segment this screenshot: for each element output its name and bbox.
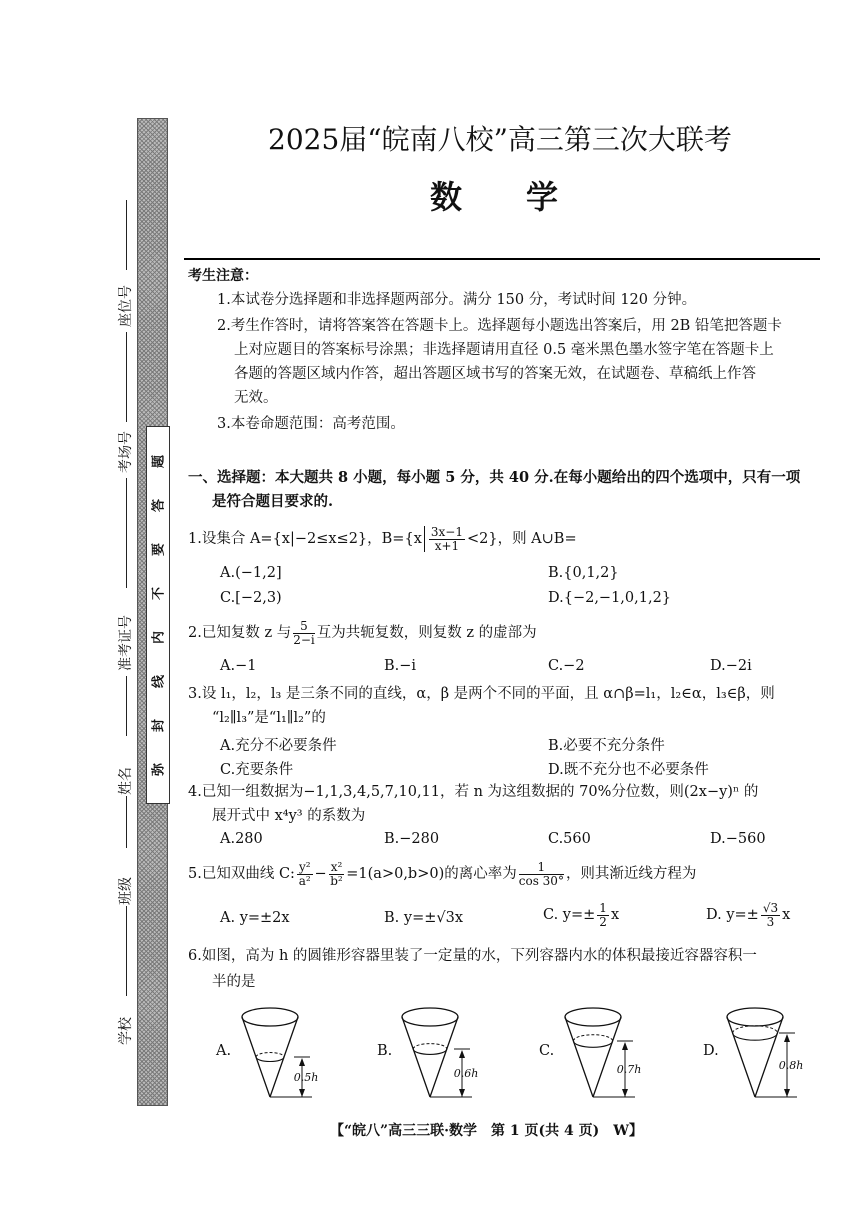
notice-line: 3.本卷命题范围：高考范围。 [217, 416, 405, 432]
seal-char: 要 [151, 543, 167, 557]
q6-option-c: C. [539, 1043, 555, 1059]
height-label: 0.6h [453, 1067, 479, 1080]
q6-option-b: B. [377, 1043, 393, 1059]
question-1-stem: 1.设集合 A={x|−2≤x≤2}，B={x $\frac{3x-1}{x+1}$ <2}，则 A∪B= [188, 524, 577, 553]
cone-side [727, 1017, 755, 1097]
water-surface-front [573, 1041, 612, 1047]
question-5-stem: 5.已知双曲线 C: $\frac{\text{y²}}{\text{a²}}$ − $\frac{\text{x²}}{\text{b²}}$ =1(a>0,b>0)的离心率为 $\frac{1}{\cos 30^\circ}$ ，则其渐近线方程为 [188, 859, 697, 888]
notice-line: 2.考生作答时，请将答案答在答题卡上。选择题每小题选出答案后，用 2B 铅笔把答题卡 [217, 318, 782, 334]
q2-option-b: B.−i [384, 658, 417, 674]
q6-option-a: A. [216, 1043, 232, 1059]
seal-char: 内 [151, 631, 167, 645]
question-6-line2: 半的是 [212, 974, 256, 990]
q4-option-b: B.−280 [384, 831, 440, 847]
seal-char: 封 [151, 719, 167, 733]
arrow-head-icon [299, 1089, 305, 1097]
q3-option-a: A.充分不必要条件 [220, 738, 337, 754]
seal-char: 弥 [151, 763, 167, 777]
notice-line: 1.本试卷分选择题和非选择题两部分。满分 150 分，考试时间 120 分钟。 [217, 292, 697, 308]
arrow-head-icon [459, 1089, 465, 1097]
subject-title: 数学 [430, 178, 623, 216]
question-3-line2: “l₂∥l₃”是“l₁∥l₂”的 [212, 710, 326, 726]
water-surface-front [256, 1057, 284, 1062]
notice-line: 上对应题目的答案标号涂黑；非选择题请用直径 0.5 毫米黑色墨水签字笔在答题卡上 [234, 342, 774, 358]
page-footer: 【“皖八”高三三联·数学 第 1 页(共 4 页) W】 [330, 1123, 643, 1139]
q1-option-c: C.[−2,3) [220, 590, 282, 606]
cone-rim [727, 1008, 783, 1026]
question-4-line2: 展开式中 x⁴y³ 的系数为 [212, 808, 366, 824]
cone-side [402, 1017, 430, 1097]
q2-option-a: A.−1 [220, 658, 257, 674]
q5-option-c: C. y=± $\frac{1}{2}$ x [543, 900, 620, 929]
name-label: 姓名 [118, 767, 134, 795]
section-heading: 一、选择题：本大题共 8 小题，每小题 5 分，共 40 分.在每小题给出的四个选项中，只有一项 [188, 469, 801, 486]
question-6-line1: 6.如图，高为 h 的圆锥形容器里装了一定量的水，下列容器内水的体积最接近容器容积一 [188, 948, 757, 964]
seal-char: 不 [151, 587, 167, 601]
exam-room-label: 考场号 [118, 431, 134, 473]
water-surface-back [413, 1044, 447, 1049]
seal-char: 题 [151, 455, 167, 469]
question-3-line1: 3.设 l₁，l₂，l₃ 是三条不同的直线，α，β 是两个不同的平面，且 α∩β=l₁，l₂∈α，l₃∈β，则 [188, 686, 775, 702]
seal-char: 答 [151, 499, 167, 513]
arrow-head-icon [299, 1058, 305, 1066]
admission-number-label: 准考证号 [118, 615, 134, 671]
height-label: 0.5h [293, 1071, 319, 1084]
seal-char: 线 [151, 675, 167, 689]
exam-title: 2025届“皖南八校”高三第三次大联考 [268, 123, 732, 156]
cone-side [593, 1017, 621, 1097]
q1-option-d: D.{−2,−1,0,1,2} [548, 590, 672, 606]
q3-option-d: D.既不充分也不必要条件 [548, 762, 709, 778]
arrow-head-icon [622, 1089, 628, 1097]
question-4-line1: 4.已知一组数据为−1,1,3,4,5,7,10,11，若 n 为这组数据的 70%分位数，则(2x−y)ⁿ 的 [188, 784, 759, 800]
notice-line: 各题的答题区域内作答，超出答题区域书写的答案无效，在试题卷、草稿纸上作答 [234, 366, 756, 382]
q5-option-b: B. y=±√3x [384, 910, 464, 926]
q6-option-d: D. [703, 1043, 719, 1059]
cone-side [430, 1017, 458, 1097]
q5-option-d: D. y=± $\frac{√3}{3}$ x [706, 900, 791, 929]
q4-option-c: C.560 [548, 831, 591, 847]
arrow-head-icon [622, 1042, 628, 1050]
cone-rim [242, 1008, 298, 1026]
seat-number-label: 座位号 [118, 285, 134, 327]
question-2-stem: 2.已知复数 z 与 $\frac{5}{2-i}$ 互为共轭复数，则复数 z 的虚部为 [188, 618, 537, 647]
q4-option-d: D.−560 [710, 831, 766, 847]
arrow-head-icon [459, 1050, 465, 1058]
cone-side [755, 1017, 783, 1097]
school-label: 学校 [118, 1017, 134, 1045]
section-heading-cont: 是符合题目要求的. [212, 493, 334, 510]
water-surface-front [413, 1049, 447, 1054]
q5-option-a: A. y=±2x [220, 910, 290, 926]
water-surface-back [733, 1026, 778, 1033]
q3-option-b: B.必要不充分条件 [548, 738, 665, 754]
q2-option-d: D.−2i [710, 658, 752, 674]
class-label: 班级 [118, 877, 134, 905]
water-surface-back [573, 1035, 612, 1041]
water-surface-back [256, 1053, 284, 1058]
arrow-head-icon [784, 1089, 790, 1097]
q3-option-c: C.充要条件 [220, 762, 294, 778]
height-label: 0.8h [778, 1059, 804, 1072]
cone-rim [565, 1008, 621, 1026]
cone-side [565, 1017, 593, 1097]
q1-option-b: B.{0,1,2} [548, 565, 619, 581]
water-surface-front [733, 1033, 778, 1040]
q2-option-c: C.−2 [548, 658, 585, 674]
arrow-head-icon [784, 1034, 790, 1042]
cone-rim [402, 1008, 458, 1026]
notice-heading: 考生注意： [188, 268, 258, 284]
height-label: 0.7h [616, 1063, 642, 1076]
notice-line: 无效。 [234, 390, 278, 406]
q4-option-a: A.280 [220, 831, 263, 847]
q1-option-a: A.(−1,2] [220, 565, 282, 581]
